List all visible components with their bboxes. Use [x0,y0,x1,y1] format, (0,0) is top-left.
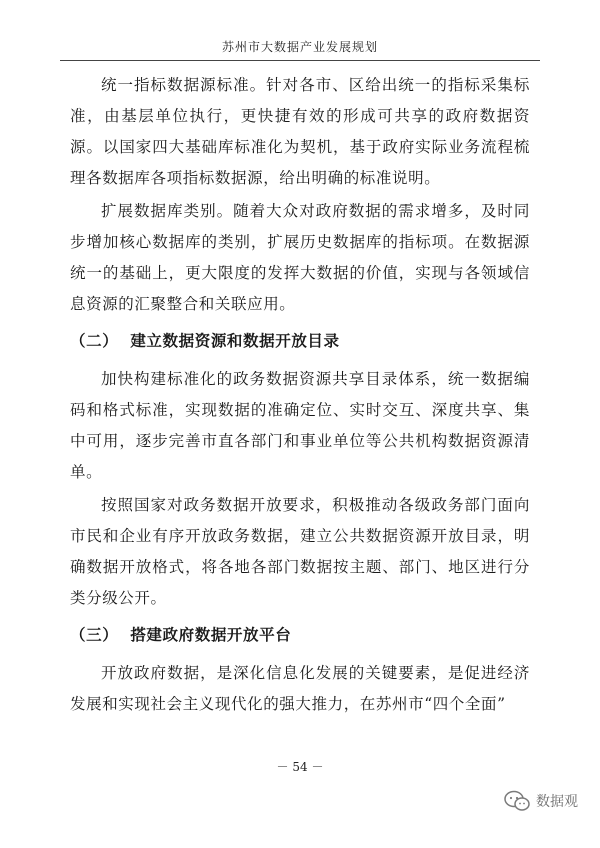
section-title: 建立数据资源和数据开放目录 [130,332,340,350]
page-number: － 54 － [276,760,324,774]
paragraph: 加快构建标准化的政务数据资源共享目录体系，统一数据编码和格式标准，实现数据的准确定位、实时交互、深度共享、集中可用，逐步完善市直各部门和事业单位等公共机构数据资源清单。 [70,370,530,481]
paragraph: 开放政府数据，是深化信息化发展的关键要素，是促进经济发展和实现社会主义现代化的强大推力，在苏州市“四个全面” [70,664,530,713]
section-heading-2 [70,324,530,358]
section-title: 搭建政府数据开放平台 [130,626,292,644]
running-header: 苏州市大数据产业发展规划 [221,40,378,54]
section-number: （三） [70,626,119,644]
paragraph: 统一指标数据源标准。针对各市、区给出统一的指标采集标准，由基层单位执行，更快捷有效的形成可共享的政府数据资源。以国家四大基础库标准化为契机，基于政府实际业务流程梳理各数据库各项指标数据源，给出明确的标准说明。 [70,76,530,187]
paragraph: 按照国家对政务数据开放要求，积极推动各级政务部门面向市民和企业有序开放政务数据，建立公共数据资源开放目录，明确数据开放格式，将各地各部门数据按主题、部门、地区进行分类分级公开。 [70,496,530,607]
paragraph: 扩展数据库类别。随着大众对政府数据的需求增多，及时同步增加核心数据库的类别，扩展历史数据库的指标项。在数据源统一的基础上，更大限度的发挥大数据的价值，实现与各领域信息资源的汇聚整合和关联应用。 [70,202,530,313]
header-rule [60,60,540,61]
wechat-icon [504,790,530,812]
section-number: （二） [70,332,119,350]
section-heading-3 [70,618,530,652]
page-body [70,70,530,722]
watermark [504,790,578,812]
watermark-text: 数据观 [536,794,578,810]
